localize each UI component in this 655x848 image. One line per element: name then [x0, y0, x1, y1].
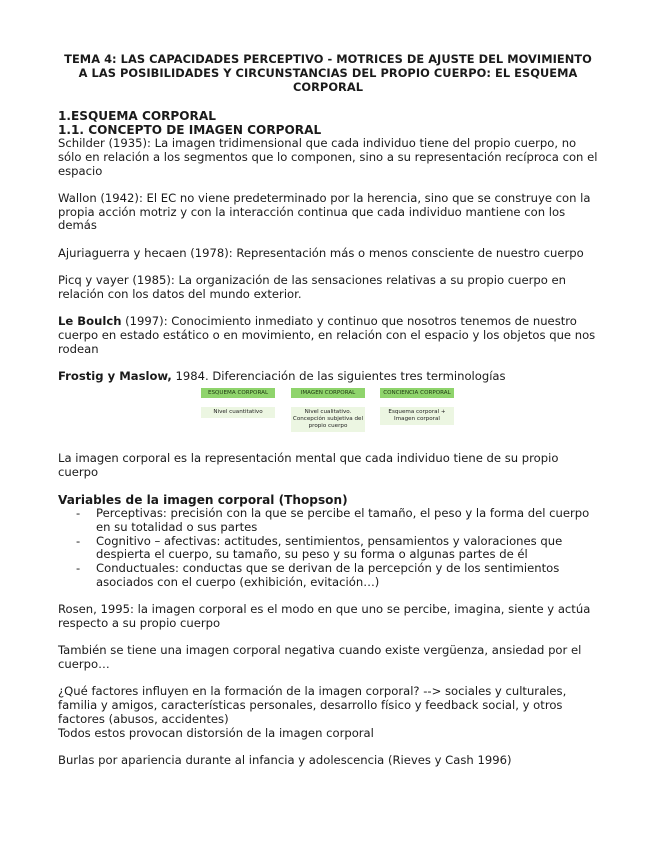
paragraph-distorsion: Todos estos provocan distorsión de la imagen corporal — [58, 725, 374, 740]
diagram-box: Nivel cualitativo. Concepción subjetiva del propio cuerpo — [291, 407, 365, 432]
paragraph-schilder: Schilder (1935): La imagen tridimensional que cada individuo tiene del propio cuerpo, no sólo en relación a los segmentos que lo componen, sino a su representación recíproca con el espacio — [58, 136, 598, 178]
variables-list — [58, 507, 598, 590]
paragraph-rosen: Rosen, 1995: la imagen corporal es el modo en que uno se percibe, imagina, siente y actúa respecto a su propio cuerpo — [58, 602, 591, 631]
list-item: - Perceptivas: precisión con la que se percibe el tamaño, el peso y la forma del cuerpo en su totalidad o sus partes — [76, 505, 590, 534]
diagram-header: IMAGEN CORPORAL — [291, 388, 365, 398]
paragraph-picq: Picq y vayer (1985): La organización de las sensaciones relativas a su propio cuerpo en relación con los datos del mundo exterior. — [58, 273, 566, 301]
paragraph-burlas: Burlas por apariencia durante al infancia y adolescencia (Rieves y Cash 1996) — [58, 753, 512, 768]
subsection-heading: 1.1. CONCEPTO DE IMAGEN CORPORAL — [58, 123, 322, 137]
diagram-box: Esquema corporal + Imagen corporal — [380, 407, 454, 425]
diagram-column — [291, 388, 365, 432]
paragraph-imagen-def: La imagen corporal es la representación mental que cada individuo tiene de su propio cuerpo — [58, 450, 559, 479]
diagram-box: Nivel cuantitativo — [201, 407, 275, 418]
diagram-column — [380, 388, 454, 425]
paragraph-leboulch — [58, 315, 598, 356]
page-title: TEMA 4: LAS CAPACIDADES PERCEPTIVO - MOTRICES DE AJUSTE DEL MOVIMIENTO A LAS POSIBILIDADES Y CIRCUNSTANCIAS DEL PROPIO CUERPO: EL ESQUEMA CORPORAL — [64, 52, 592, 94]
list-item: - Cognitivo – afectivas: actitudes, sentimientos, pensamientos y valoraciones que despierta el cuerpo, su tamaño, su peso y su forma o algunas partes de él — [76, 533, 563, 562]
variables-heading: Variables de la imagen corporal (Thopson) — [58, 492, 348, 507]
paragraph-negativa: También se tiene una imagen corporal negativa cuando existe vergüenza, ansiedad por el cuerpo… — [58, 643, 582, 672]
list-item: - Conductuales: conductas que se derivan de la percepción y de los sentimientos asociados con el cuerpo (exhibición, evitación…) — [76, 561, 560, 589]
author-name: Frostig y Maslow, — [58, 369, 172, 384]
paragraph-frostig — [58, 370, 598, 384]
author-name: Le Boulch — [58, 314, 122, 329]
section-heading: 1.ESQUEMA CORPORAL — [58, 109, 216, 123]
diagram-header: CONCIENCIA CORPORAL — [380, 388, 454, 398]
diagram-header: ESQUEMA CORPORAL — [201, 388, 275, 398]
terminology-diagram — [58, 388, 598, 446]
diagram-column — [201, 388, 275, 418]
paragraph-text: (1997): Conocimiento inmediato y continuo que nosotros tenemos de nuestro cuerpo en estado estático o en movimiento, en relación con el espacio y los objetos que nos rodean — [58, 314, 596, 356]
paragraph-text: 1984. Diferenciación de las siguientes tres terminologías — [171, 369, 506, 384]
paragraph-factores: ¿Qué factores influyen en la formación de la imagen corporal? --> sociales y culturales, familia y amigos, características personales, desarrollo físico y feedback social, y otros factores (abusos, accidentes) — [58, 684, 567, 727]
document-page — [58, 52, 598, 768]
paragraph-ajuriaguerra: Ajuriaguerra y hecaen (1978): Representación más o menos consciente de nuestro cuerpo — [58, 245, 584, 260]
paragraph-wallon: Wallon (1942): El EC no viene predeterminado por la herencia, sino que se construye con la propia acción motriz y con la interacción continua que cada individuo mantiene con los demás — [58, 190, 591, 233]
